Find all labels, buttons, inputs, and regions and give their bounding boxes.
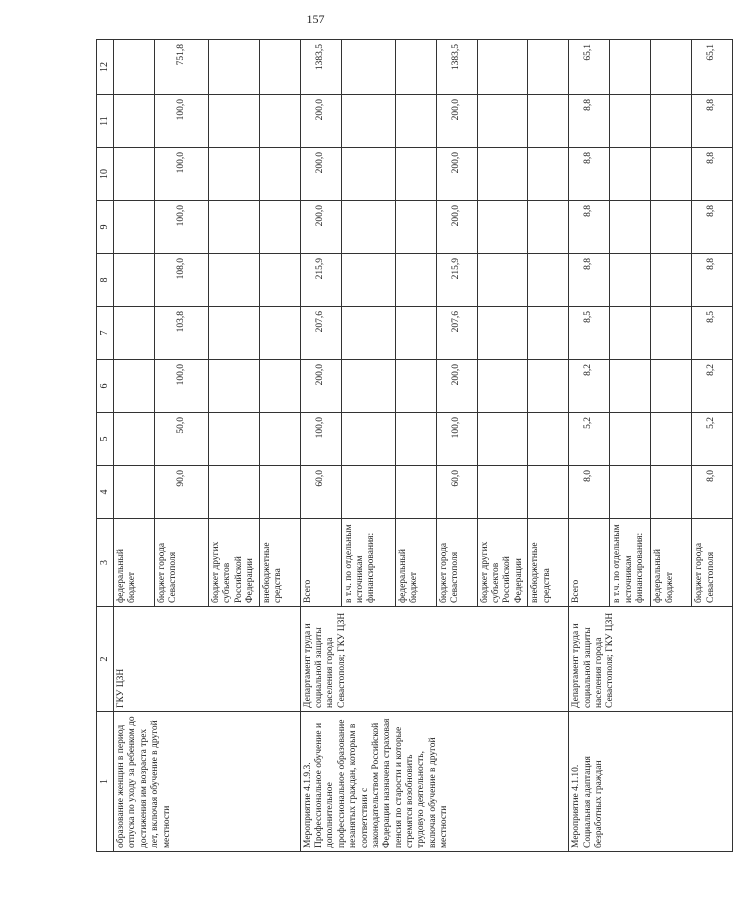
value-cell	[651, 307, 692, 360]
value-cell	[395, 254, 436, 307]
value-cell	[341, 40, 395, 95]
value-cell: 100,0	[155, 148, 209, 201]
value-cell: 100,0	[155, 360, 209, 413]
value-cell: 100,0	[155, 201, 209, 254]
value-cell	[209, 201, 260, 254]
col-header: 7	[97, 307, 114, 360]
value-cell	[114, 201, 155, 254]
col-header: 1	[97, 712, 114, 852]
value-cell	[259, 413, 300, 466]
value-cell	[528, 148, 569, 201]
source-cell: Всего	[569, 519, 610, 607]
value-cell: 8,8	[569, 95, 610, 148]
value-cell	[651, 466, 692, 519]
col-header: 6	[97, 360, 114, 413]
measure-cell: Мероприятие 4.1.9.3. Профессиональное обучение и дополнительное профессиональное образование незанятых граждан, которым в соответствии с законодательством Российской Федерации назначена страховая пенсия по старости и которые стремятся возобновить трудовую деятельность, включая обучение в другой местности	[300, 712, 569, 852]
value-cell	[477, 254, 528, 307]
value-cell: 207,6	[436, 307, 477, 360]
value-cell	[259, 254, 300, 307]
value-cell	[341, 360, 395, 413]
value-cell	[209, 307, 260, 360]
value-cell: 8,2	[692, 360, 733, 413]
value-cell: 60,0	[436, 466, 477, 519]
col-header: 5	[97, 413, 114, 466]
value-cell	[528, 201, 569, 254]
value-cell: 8,8	[569, 201, 610, 254]
value-cell	[341, 148, 395, 201]
table-row	[114, 40, 155, 852]
value-cell	[610, 307, 651, 360]
source-cell: в т.ч. по отдельным источникам финансирования:	[341, 519, 395, 607]
value-cell	[209, 413, 260, 466]
value-cell	[395, 201, 436, 254]
value-cell	[259, 466, 300, 519]
value-cell	[610, 254, 651, 307]
value-cell: 8,5	[692, 307, 733, 360]
value-cell	[477, 360, 528, 413]
value-cell	[259, 201, 300, 254]
value-cell	[114, 148, 155, 201]
source-cell: бюджет других субъектов Российской Федерации	[477, 519, 528, 607]
source-cell: бюджет города Севастополя	[436, 519, 477, 607]
value-cell	[114, 307, 155, 360]
value-cell	[209, 360, 260, 413]
value-cell: 8,8	[569, 148, 610, 201]
col-header: 12	[97, 40, 114, 95]
value-cell	[341, 201, 395, 254]
value-cell: 8,0	[569, 466, 610, 519]
value-cell	[209, 40, 260, 95]
value-cell	[209, 95, 260, 148]
value-cell	[610, 413, 651, 466]
value-cell: 200,0	[436, 148, 477, 201]
col-header: 2	[97, 607, 114, 712]
value-cell: 207,6	[300, 307, 341, 360]
value-cell: 200,0	[436, 201, 477, 254]
value-cell	[341, 466, 395, 519]
value-cell: 108,0	[155, 254, 209, 307]
source-cell: Всего	[300, 519, 341, 607]
value-cell	[528, 466, 569, 519]
value-cell: 1383,5	[436, 40, 477, 95]
value-cell	[395, 40, 436, 95]
col-header: 3	[97, 519, 114, 607]
value-cell	[259, 95, 300, 148]
value-cell: 65,1	[692, 40, 733, 95]
executor-cell: ГКУ ЦЗН	[114, 607, 301, 712]
value-cell: 50,0	[155, 413, 209, 466]
value-cell	[651, 148, 692, 201]
value-cell	[477, 148, 528, 201]
value-cell: 8,8	[692, 148, 733, 201]
value-cell	[395, 413, 436, 466]
value-cell	[610, 40, 651, 95]
value-cell	[477, 413, 528, 466]
source-cell: внебюджетные средства	[259, 519, 300, 607]
source-cell: бюджет города Севастополя	[692, 519, 733, 607]
measure-cell: образование женщин в период отпуска по уходу за ребенком до достижения им возраста трех лет, включая обучение в другой местности	[114, 712, 301, 852]
value-cell	[395, 95, 436, 148]
source-cell: бюджет других субъектов Российской Федерации	[209, 519, 260, 607]
table-row	[569, 40, 610, 852]
value-cell	[114, 413, 155, 466]
value-cell	[651, 413, 692, 466]
value-cell: 200,0	[300, 95, 341, 148]
value-cell: 200,0	[300, 201, 341, 254]
value-cell: 215,9	[300, 254, 341, 307]
col-header: 8	[97, 254, 114, 307]
value-cell: 8,5	[569, 307, 610, 360]
value-cell	[528, 413, 569, 466]
value-cell	[651, 254, 692, 307]
value-cell	[341, 254, 395, 307]
value-cell: 90,0	[155, 466, 209, 519]
col-header: 4	[97, 466, 114, 519]
value-cell	[528, 254, 569, 307]
source-cell: федеральный бюджет	[395, 519, 436, 607]
value-cell	[259, 307, 300, 360]
value-cell: 1383,5	[300, 40, 341, 95]
value-cell: 200,0	[436, 360, 477, 413]
source-cell: бюджет города Севастополя	[155, 519, 209, 607]
value-cell	[528, 95, 569, 148]
col-header: 9	[97, 201, 114, 254]
value-cell	[341, 307, 395, 360]
value-cell: 200,0	[300, 360, 341, 413]
header-row	[97, 40, 114, 852]
value-cell	[651, 40, 692, 95]
value-cell	[651, 95, 692, 148]
source-cell: внебюджетные средства	[528, 519, 569, 607]
col-header: 10	[97, 148, 114, 201]
value-cell: 60,0	[300, 466, 341, 519]
value-cell	[341, 413, 395, 466]
value-cell: 103,8	[155, 307, 209, 360]
value-cell	[528, 360, 569, 413]
value-cell: 200,0	[300, 148, 341, 201]
source-cell: в т.ч. по отдельным источникам финансирования:	[610, 519, 651, 607]
value-cell	[259, 148, 300, 201]
value-cell	[209, 148, 260, 201]
value-cell	[114, 40, 155, 95]
value-cell	[209, 466, 260, 519]
value-cell: 215,9	[436, 254, 477, 307]
value-cell: 100,0	[155, 95, 209, 148]
value-cell	[395, 307, 436, 360]
value-cell: 100,0	[300, 413, 341, 466]
value-cell: 8,0	[692, 466, 733, 519]
col-header: 11	[97, 95, 114, 148]
value-cell	[477, 40, 528, 95]
value-cell	[528, 40, 569, 95]
page-number: 157	[306, 12, 325, 26]
measure-cell: Мероприятие 4.1.10. Социальная адаптация безработных граждан	[569, 712, 733, 852]
budget-table	[96, 39, 733, 852]
value-cell: 751,8	[155, 40, 209, 95]
value-cell	[209, 254, 260, 307]
value-cell	[259, 360, 300, 413]
rotated-table-container	[96, 40, 717, 852]
value-cell	[114, 95, 155, 148]
source-cell: федеральный бюджет	[114, 519, 155, 607]
value-cell	[114, 360, 155, 413]
value-cell: 200,0	[436, 95, 477, 148]
executor-cell: Департамент труда и социальной защиты населения города Севастополя; ГКУ ЦЗН	[300, 607, 569, 712]
executor-cell: Департамент труда и социальной защиты населения города Севастополя; ГКУ ЦЗН	[569, 607, 733, 712]
value-cell: 8,8	[569, 254, 610, 307]
value-cell	[259, 40, 300, 95]
value-cell	[477, 95, 528, 148]
value-cell	[610, 148, 651, 201]
value-cell	[114, 466, 155, 519]
value-cell	[610, 466, 651, 519]
value-cell: 8,2	[569, 360, 610, 413]
value-cell: 100,0	[436, 413, 477, 466]
value-cell: 8,8	[692, 95, 733, 148]
value-cell	[114, 254, 155, 307]
value-cell: 5,2	[569, 413, 610, 466]
value-cell	[395, 466, 436, 519]
value-cell	[477, 307, 528, 360]
value-cell	[477, 201, 528, 254]
value-cell	[610, 95, 651, 148]
source-cell: федеральный бюджет	[651, 519, 692, 607]
value-cell	[341, 95, 395, 148]
value-cell: 65,1	[569, 40, 610, 95]
value-cell: 8,8	[692, 201, 733, 254]
table-row	[300, 40, 341, 852]
value-cell	[477, 466, 528, 519]
value-cell	[610, 201, 651, 254]
value-cell	[395, 148, 436, 201]
value-cell: 5,2	[692, 413, 733, 466]
value-cell	[528, 307, 569, 360]
value-cell	[651, 360, 692, 413]
value-cell	[395, 360, 436, 413]
value-cell: 8,8	[692, 254, 733, 307]
value-cell	[610, 360, 651, 413]
value-cell	[651, 201, 692, 254]
